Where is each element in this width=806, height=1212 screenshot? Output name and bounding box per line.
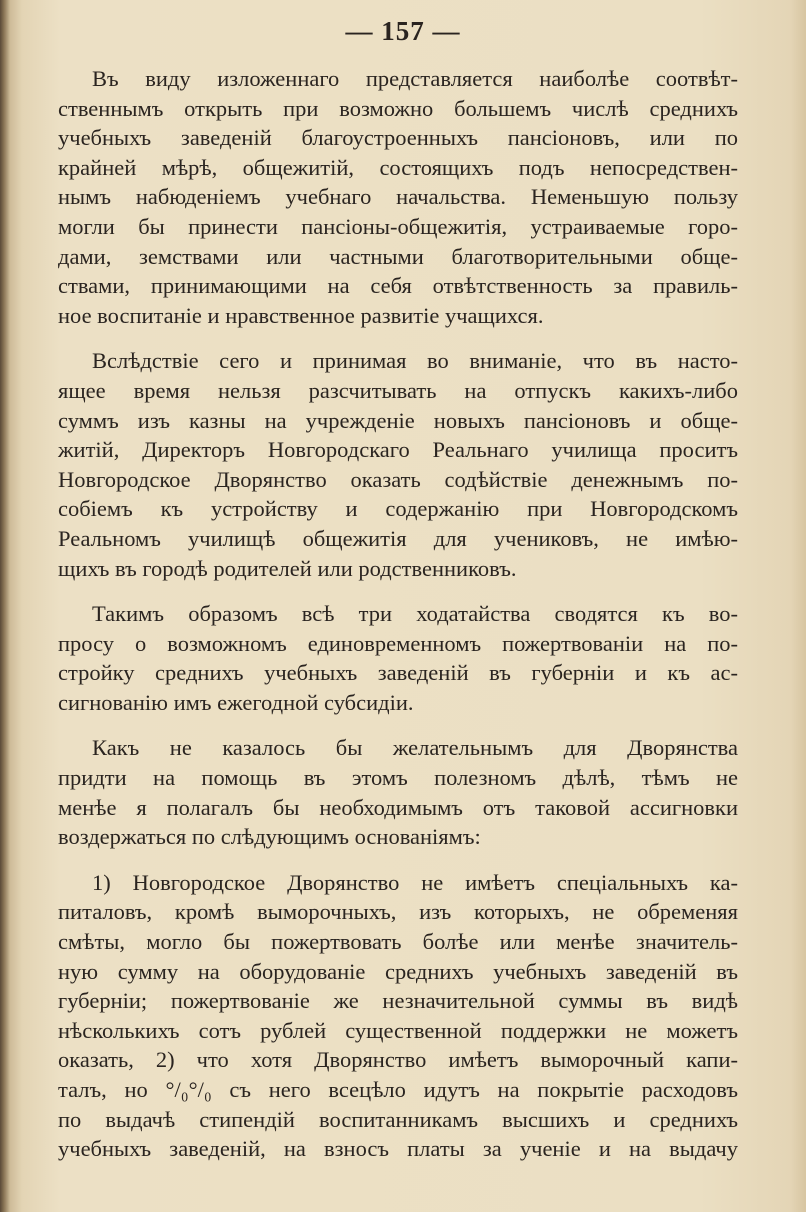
text-line: ствами, принимающими на себя отвѣтственность за правиль- bbox=[58, 273, 738, 299]
paragraph bbox=[58, 64, 738, 330]
text-line: Вслѣдствіе сего и принимая во вниманіе, что въ насто- bbox=[92, 348, 738, 374]
text-line: просу о возможномъ единовременномъ пожертвованіи на по- bbox=[58, 630, 738, 656]
text-line: воздержаться по слѣдующимъ основаніямъ: bbox=[58, 824, 481, 850]
text-line: питаловъ, кромѣ выморочныхъ, изъ которыхъ, не обременяя bbox=[58, 899, 738, 925]
body-text bbox=[58, 64, 738, 1180]
text-line: нѣсколькихъ сотъ рублей существенной поддержки не можетъ bbox=[58, 1017, 738, 1043]
text-line: собіемъ къ устройству и содержанію при Новгородскомъ bbox=[58, 496, 738, 522]
text-line: придти на помощь въ этомъ полезномъ дѣлѣ, тѣмъ не bbox=[58, 765, 738, 791]
text-line: Такимъ образомъ всѣ три ходатайства сводятся къ во- bbox=[92, 601, 738, 627]
text-line: Новгородское Дворянство оказать содѣйствіе денежнымъ по- bbox=[58, 466, 738, 492]
text-line: ящее время нельзя разсчитывать на отпускъ какихъ-либо bbox=[58, 377, 738, 403]
text-line: Какъ не казалось бы желательнымъ для Дворянства bbox=[92, 735, 738, 761]
text-line: оказать, 2) что хотя Дворянство имѣетъ выморочный капи- bbox=[58, 1047, 738, 1073]
text-line: учебныхъ заведеній благоустроенныхъ пансіоновъ, или по bbox=[58, 125, 738, 151]
text-line: крайней мѣрѣ, общежитій, состоящихъ подъ непосредствен- bbox=[58, 154, 738, 180]
text-line: щихъ въ городѣ родителей или родственниковъ. bbox=[58, 555, 517, 581]
paragraph bbox=[58, 733, 738, 851]
text-line: Въ виду изложеннаго представляется наиболѣе соотвѣт- bbox=[92, 66, 738, 91]
text-line: смѣты, могло бы пожертвовать болѣе или менѣе значитель- bbox=[58, 929, 738, 955]
paragraph bbox=[58, 868, 738, 1164]
text-line: сигнованію имъ ежегодной субсидіи. bbox=[58, 689, 414, 715]
text-line: суммъ изъ казны на учрежденіе новыхъ пансіоновъ и обще- bbox=[58, 407, 738, 433]
text-line: менѣе я полагалъ бы необходимымъ отъ таковой ассигновки bbox=[58, 794, 738, 820]
text-line: ственнымъ открыть при возможно большемъ числѣ среднихъ bbox=[58, 95, 738, 121]
text-line: по выдачѣ стипендій воспитанникамъ высшихъ и среднихъ bbox=[58, 1106, 738, 1132]
page-number: — 157 — bbox=[345, 16, 461, 46]
text-line: Реальномъ училищѣ общежитія для учениковъ, не имѣю- bbox=[58, 525, 738, 551]
text-line: стройку среднихъ учебныхъ заведеній въ губерніи и къ ас- bbox=[58, 660, 738, 686]
text-line: учебныхъ заведеній, на взносъ платы за ученіе и на выдачу bbox=[58, 1136, 738, 1162]
paragraph bbox=[58, 599, 738, 717]
text-line: нымъ набюденіемъ учебнаго начальства. Неменьшую пользу bbox=[58, 184, 738, 210]
text-line: ную сумму на оборудованіе среднихъ учебныхъ заведеній въ bbox=[58, 958, 738, 984]
text-line: дами, земствами или частными благотворительными обще- bbox=[58, 243, 738, 269]
text-line: могли бы принести пансіоны-общежитія, устраиваемые горо- bbox=[58, 213, 738, 239]
text-line: губерніи; пожертвованіе же незначительной суммы въ видѣ bbox=[58, 988, 738, 1014]
text-line: ное воспитаніе и нравственное развитіе учащихся. bbox=[58, 302, 544, 328]
paragraph bbox=[58, 346, 738, 583]
text-line: талъ, но °/₀°/₀ съ него всецѣло идутъ на покрытіе расходовъ bbox=[58, 1077, 738, 1102]
text-line: житій, Директоръ Новгородскаго Реальнаго училища проситъ bbox=[58, 437, 738, 463]
text-line: 1) Новгородское Дворянство не имѣетъ спеціальныхъ ка- bbox=[92, 869, 738, 895]
